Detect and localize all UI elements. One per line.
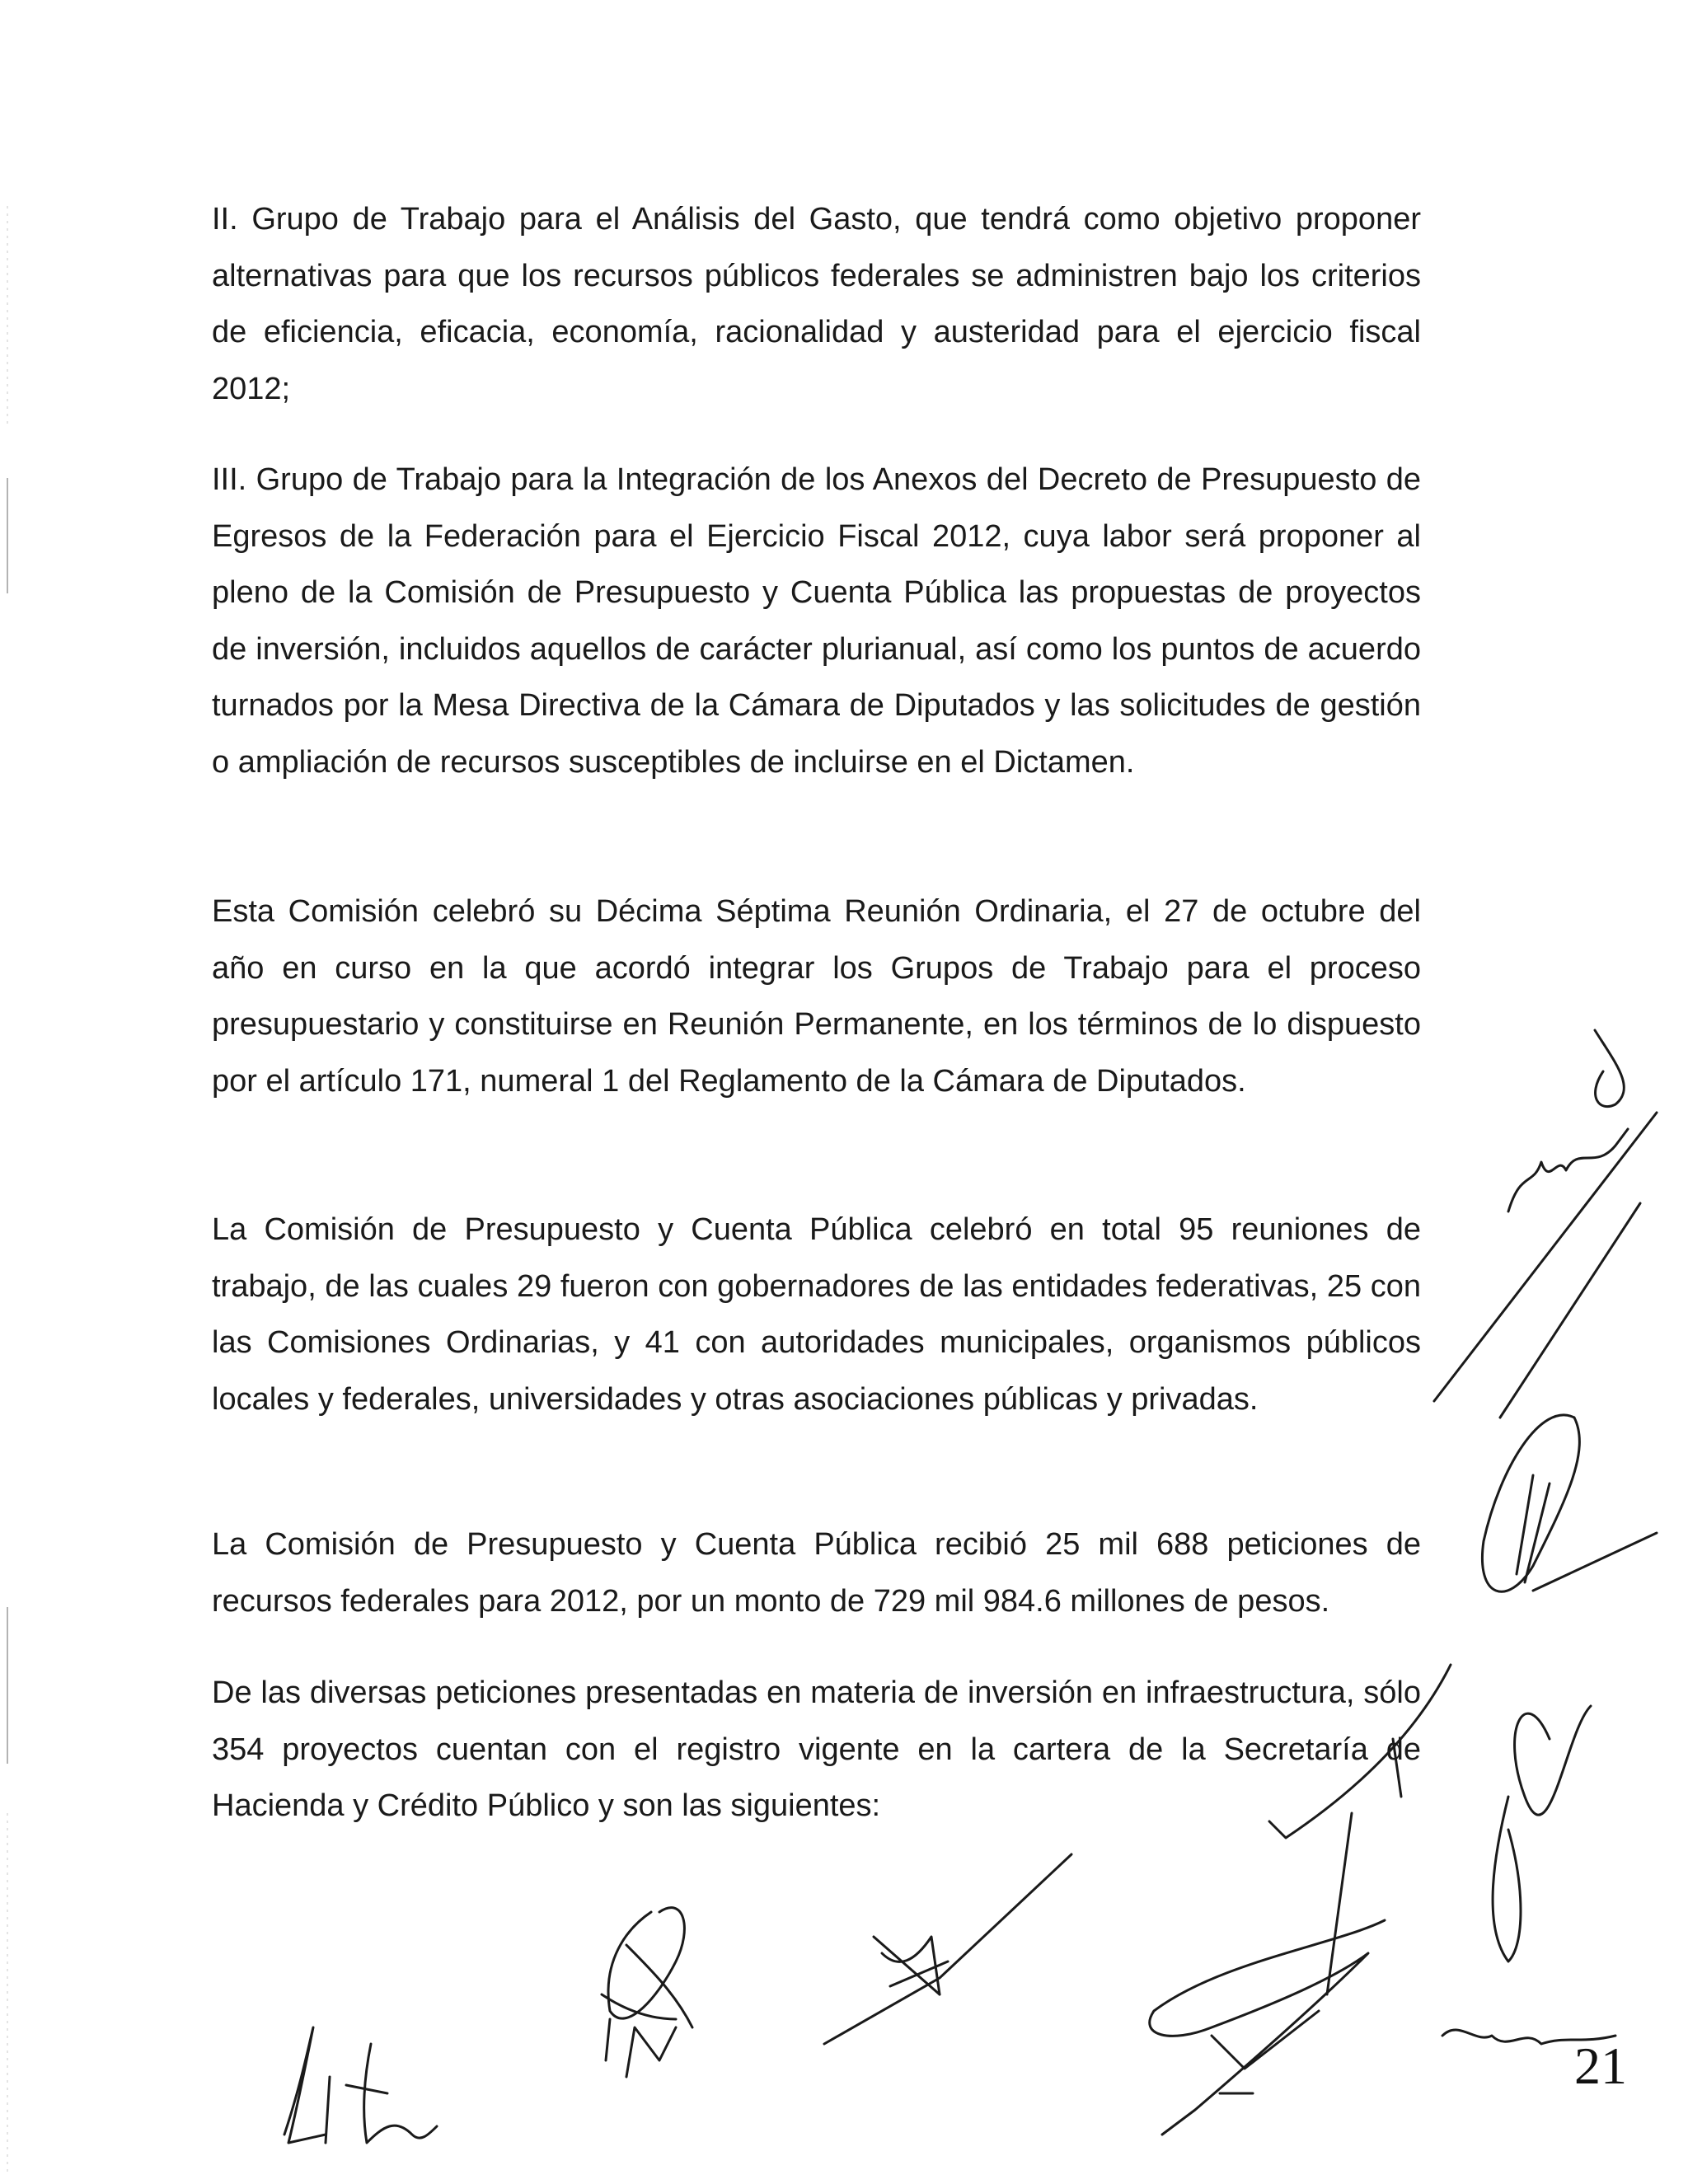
- paragraph-item-ii: II. Grupo de Trabajo para el Análisis del Gasto, que tendrá como objetivo proponer alternativas para que los recursos públicos federales se administren bajo los criterios de eficiencia, eficacia, economía, racionalidad y austeridad para el ejercicio fiscal 2012;: [212, 202, 1421, 406]
- signature-bottom-right: [1150, 1920, 1385, 2135]
- signature-bottom-center-left: [602, 1908, 692, 2077]
- paragraph-item-iii: III. Grupo de Trabajo para la Integración de los Anexos del Decreto de Presupuesto de Egresos de la Federación para el Ejercicio Fiscal 2012, cuya labor será proponer al pleno de la Comisión de Presupuesto y Cuenta Pública las propuestas de proyectos de inversión, incluidos aquellos de carácter plurianual, así como los puntos de acuerdo turnados por la Mesa Directiva de la Cámara de Diputados y las solicitudes de gestión o ampliación de recursos susceptibles de incluirse en el Dictamen.: [212, 462, 1421, 780]
- signature-right-top: [1434, 1030, 1657, 1418]
- signature-bottom-left: [284, 2027, 437, 2143]
- signature-right-middle: [1482, 1415, 1657, 1591]
- paragraph-infrastructure-projects: De las diversas peticiones presentadas en materia de inversión en infraestructura, sólo 354 proyectos cuentan con el registro vigente en la cartera de la Secretaría de Hacienda y Crédito Público y son las siguientes:: [212, 1675, 1421, 1823]
- paragraph-seventeenth-meeting: Esta Comisión celebró su Décima Séptima Reunión Ordinaria, el 27 de octubre del año en curso en la que acordó integrar los Grupos de Trabajo para el proceso presupuestario y constituirse en Reunión Permanente, en los términos de lo dispuesto por el artículo 171, numeral 1 del Reglamento de la Cámara de Diputados.: [212, 894, 1421, 1099]
- page-number: 21: [1574, 2036, 1627, 2095]
- signature-bottom-center-right: [824, 1854, 1071, 2044]
- paragraph-meetings-held: La Comisión de Presupuesto y Cuenta Pública celebró en total 95 reuniones de trabajo, de las cuales 29 fueron con gobernadores de las entidades federativas, 25 con las Comisiones Ordinarias, y 41 con autoridades municipales, organismos públicos locales y federales, universidades y otras asociaciones públicas y privadas.: [212, 1212, 1421, 1417]
- paragraph-petitions-received: La Comisión de Presupuesto y Cuenta Pública recibió 25 mil 688 peticiones de recursos federales para 2012, por un monto de 729 mil 984.6 millones de pesos.: [212, 1527, 1421, 1619]
- scan-edge-marks: [7, 0, 8, 2184]
